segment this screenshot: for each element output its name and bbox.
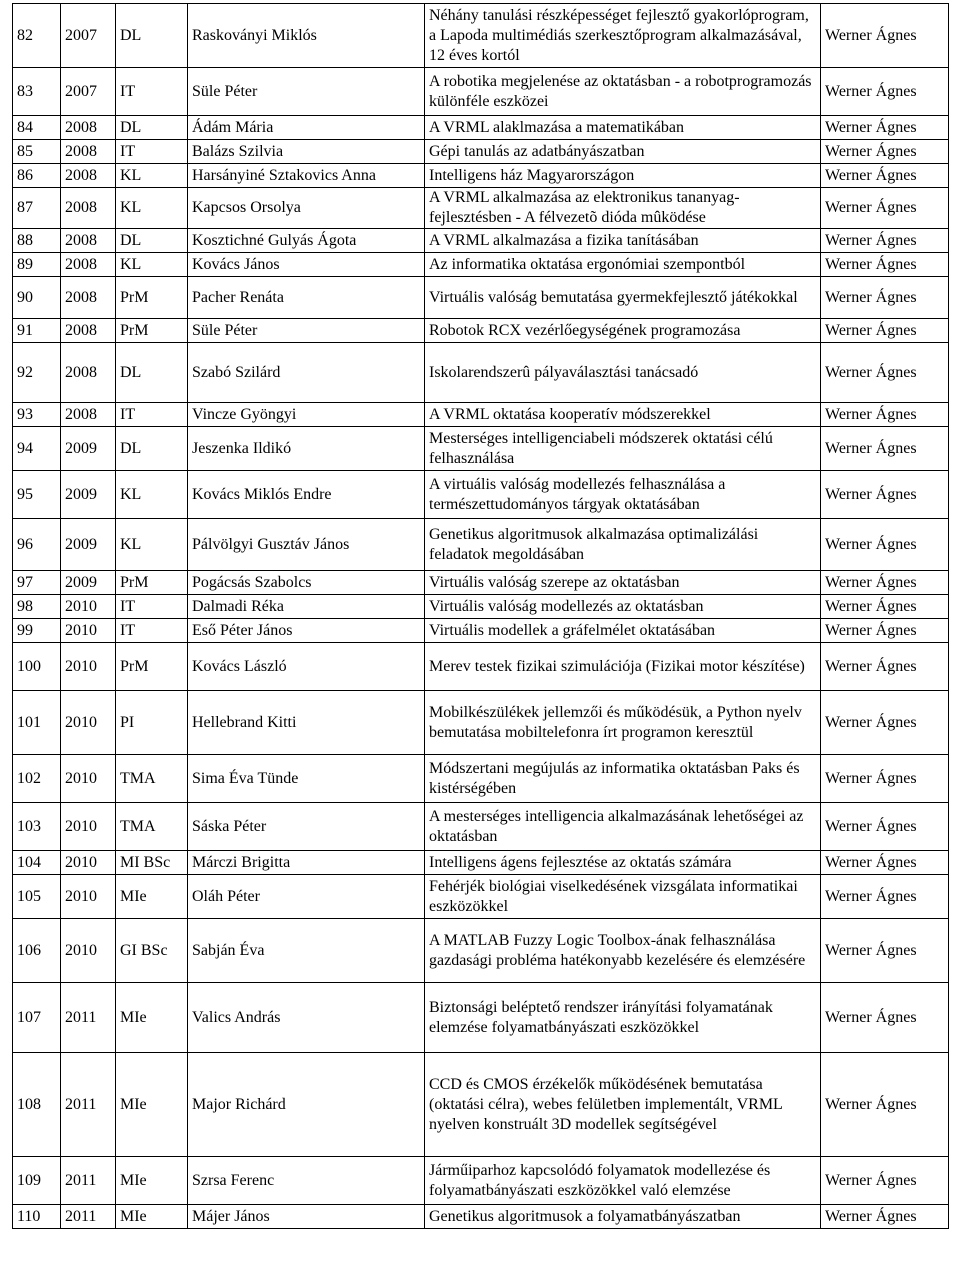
table-row [13, 519, 949, 571]
table-row [13, 1157, 949, 1205]
supervisor-cell: Werner Ágnes [821, 1157, 949, 1205]
row-number-cell: 110 [13, 1205, 61, 1229]
program-type-cell: KL [116, 188, 188, 229]
year-cell: 2008 [61, 403, 116, 427]
row-number-cell: 91 [13, 319, 61, 343]
student-name-cell: Oláh Péter [188, 875, 425, 919]
year-cell: 2010 [61, 919, 116, 983]
row-number-cell: 101 [13, 691, 61, 755]
row-number-cell: 82 [13, 4, 61, 68]
student-name-cell: Kapcsos Orsolya [188, 188, 425, 229]
year-cell: 2008 [61, 253, 116, 277]
thesis-title-cell: Robotok RCX vezérlőegységének programozása [425, 319, 821, 343]
row-number-cell: 86 [13, 164, 61, 188]
year-cell: 2010 [61, 803, 116, 851]
table-row [13, 319, 949, 343]
thesis-title-cell: Az informatika oktatása ergonómiai szempontból [425, 253, 821, 277]
table-row [13, 277, 949, 319]
table-row [13, 875, 949, 919]
row-number-cell: 100 [13, 643, 61, 691]
thesis-title-cell: A robotika megjelenése az oktatásban - a robotprogramozás különféle eszközei [425, 68, 821, 116]
program-type-cell: IT [116, 595, 188, 619]
thesis-title-cell: Virtuális valóság modellezés az oktatásban [425, 595, 821, 619]
year-cell: 2010 [61, 619, 116, 643]
student-name-cell: Harsányiné Sztakovics Anna [188, 164, 425, 188]
program-type-cell: MIe [116, 1053, 188, 1157]
student-name-cell: Major Richárd [188, 1053, 425, 1157]
supervisor-cell: Werner Ágnes [821, 319, 949, 343]
thesis-title-cell: Néhány tanulási részképességet fejlesztő gyakorlóprogram, a Lapoda multimédiás szerkesztőprogram alkalmazásával, 12 éves kortól [425, 4, 821, 68]
thesis-title-cell: A MATLAB Fuzzy Logic Toolbox-ának felhasználása gazdasági probléma hatékonyabb kezelésére és elemzésére [425, 919, 821, 983]
student-name-cell: Sima Éva Tünde [188, 755, 425, 803]
program-type-cell: DL [116, 427, 188, 471]
supervisor-cell: Werner Ágnes [821, 1053, 949, 1157]
supervisor-cell: Werner Ágnes [821, 919, 949, 983]
row-number-cell: 83 [13, 68, 61, 116]
year-cell: 2009 [61, 471, 116, 519]
student-name-cell: Süle Péter [188, 319, 425, 343]
program-type-cell: PrM [116, 571, 188, 595]
program-type-cell: PrM [116, 319, 188, 343]
supervisor-cell: Werner Ágnes [821, 116, 949, 140]
student-name-cell: Kosztichné Gulyás Ágota [188, 229, 425, 253]
thesis-title-cell: Genetikus algoritmusok a folyamatbányászatban [425, 1205, 821, 1229]
supervisor-cell: Werner Ágnes [821, 471, 949, 519]
row-number-cell: 84 [13, 116, 61, 140]
table-row [13, 253, 949, 277]
table-row [13, 619, 949, 643]
student-name-cell: Ádám Mária [188, 116, 425, 140]
row-number-cell: 103 [13, 803, 61, 851]
table-row [13, 68, 949, 116]
thesis-title-cell: Mesterséges intelligenciabeli módszerek oktatási célú felhasználása [425, 427, 821, 471]
thesis-title-cell: Biztonsági beléptető rendszer irányítási folyamatának elemzése folyamatbányászati eszközökkel [425, 983, 821, 1053]
program-type-cell: KL [116, 471, 188, 519]
thesis-title-cell: A mesterséges intelligencia alkalmazásának lehetőségei az oktatásban [425, 803, 821, 851]
table-row [13, 188, 949, 229]
year-cell: 2011 [61, 1157, 116, 1205]
table-row [13, 919, 949, 983]
program-type-cell: IT [116, 619, 188, 643]
table-row [13, 1053, 949, 1157]
table-row [13, 427, 949, 471]
program-type-cell: IT [116, 68, 188, 116]
row-number-cell: 107 [13, 983, 61, 1053]
year-cell: 2010 [61, 755, 116, 803]
row-number-cell: 85 [13, 140, 61, 164]
supervisor-cell: Werner Ágnes [821, 595, 949, 619]
student-name-cell: Hellebrand Kitti [188, 691, 425, 755]
supervisor-cell: Werner Ágnes [821, 403, 949, 427]
row-number-cell: 88 [13, 229, 61, 253]
row-number-cell: 97 [13, 571, 61, 595]
row-number-cell: 99 [13, 619, 61, 643]
supervisor-cell: Werner Ágnes [821, 4, 949, 68]
program-type-cell: MIe [116, 1157, 188, 1205]
table-row [13, 691, 949, 755]
supervisor-cell: Werner Ágnes [821, 140, 949, 164]
table-row [13, 1205, 949, 1229]
thesis-title-cell: Intelligens ágens fejlesztése az oktatás számára [425, 851, 821, 875]
program-type-cell: TMA [116, 755, 188, 803]
row-number-cell: 92 [13, 343, 61, 403]
program-type-cell: PI [116, 691, 188, 755]
supervisor-cell: Werner Ágnes [821, 983, 949, 1053]
student-name-cell: Sáska Péter [188, 803, 425, 851]
year-cell: 2008 [61, 319, 116, 343]
student-name-cell: Süle Péter [188, 68, 425, 116]
year-cell: 2009 [61, 519, 116, 571]
supervisor-cell: Werner Ágnes [821, 343, 949, 403]
row-number-cell: 89 [13, 253, 61, 277]
table-row [13, 229, 949, 253]
student-name-cell: Szrsa Ferenc [188, 1157, 425, 1205]
table-row [13, 643, 949, 691]
supervisor-cell: Werner Ágnes [821, 643, 949, 691]
thesis-title-cell: Virtuális valóság szerepe az oktatásban [425, 571, 821, 595]
year-cell: 2008 [61, 140, 116, 164]
year-cell: 2011 [61, 1053, 116, 1157]
supervisor-cell: Werner Ágnes [821, 851, 949, 875]
year-cell: 2009 [61, 571, 116, 595]
student-name-cell: Jeszenka Ildikó [188, 427, 425, 471]
year-cell: 2009 [61, 427, 116, 471]
year-cell: 2008 [61, 188, 116, 229]
thesis-title-cell: A VRML oktatása kooperatív módszerekkel [425, 403, 821, 427]
year-cell: 2010 [61, 875, 116, 919]
year-cell: 2008 [61, 229, 116, 253]
supervisor-cell: Werner Ágnes [821, 188, 949, 229]
thesis-title-cell: Merev testek fizikai szimulációja (Fizikai motor készítése) [425, 643, 821, 691]
table-row [13, 755, 949, 803]
row-number-cell: 87 [13, 188, 61, 229]
year-cell: 2010 [61, 643, 116, 691]
student-name-cell: Márczi Brigitta [188, 851, 425, 875]
thesis-table-body [13, 4, 949, 1229]
thesis-title-cell: Virtuális modellek a gráfelmélet oktatásában [425, 619, 821, 643]
student-name-cell: Valics András [188, 983, 425, 1053]
program-type-cell: MI BSc [116, 851, 188, 875]
program-type-cell: DL [116, 4, 188, 68]
thesis-title-cell: Iskolarendszerû pályaválasztási tanácsadó [425, 343, 821, 403]
student-name-cell: Sabján Éva [188, 919, 425, 983]
table-row [13, 571, 949, 595]
program-type-cell: DL [116, 229, 188, 253]
student-name-cell: Raskoványi Miklós [188, 4, 425, 68]
thesis-title-cell: A VRML alkalmazása a fizika tanításában [425, 229, 821, 253]
row-number-cell: 106 [13, 919, 61, 983]
program-type-cell: KL [116, 519, 188, 571]
student-name-cell: Szabó Szilárd [188, 343, 425, 403]
program-type-cell: IT [116, 140, 188, 164]
program-type-cell: GI BSc [116, 919, 188, 983]
year-cell: 2010 [61, 595, 116, 619]
supervisor-cell: Werner Ágnes [821, 253, 949, 277]
table-row [13, 403, 949, 427]
supervisor-cell: Werner Ágnes [821, 619, 949, 643]
student-name-cell: Kovács László [188, 643, 425, 691]
table-row [13, 343, 949, 403]
year-cell: 2008 [61, 116, 116, 140]
table-row [13, 471, 949, 519]
supervisor-cell: Werner Ágnes [821, 875, 949, 919]
supervisor-cell: Werner Ágnes [821, 1205, 949, 1229]
row-number-cell: 90 [13, 277, 61, 319]
table-row [13, 164, 949, 188]
row-number-cell: 104 [13, 851, 61, 875]
student-name-cell: Balázs Szilvia [188, 140, 425, 164]
program-type-cell: KL [116, 164, 188, 188]
program-type-cell: MIe [116, 1205, 188, 1229]
thesis-title-cell: Intelligens ház Magyarországon [425, 164, 821, 188]
program-type-cell: TMA [116, 803, 188, 851]
program-type-cell: DL [116, 116, 188, 140]
year-cell: 2008 [61, 164, 116, 188]
supervisor-cell: Werner Ágnes [821, 571, 949, 595]
row-number-cell: 95 [13, 471, 61, 519]
thesis-title-cell: Járműiparhoz kapcsolódó folyamatok modellezése és folyamatbányászati eszközökkel való elemzése [425, 1157, 821, 1205]
row-number-cell: 102 [13, 755, 61, 803]
program-type-cell: MIe [116, 983, 188, 1053]
supervisor-cell: Werner Ágnes [821, 691, 949, 755]
year-cell: 2011 [61, 983, 116, 1053]
supervisor-cell: Werner Ágnes [821, 427, 949, 471]
thesis-title-cell: Genetikus algoritmusok alkalmazása optimalizálási feladatok megoldásában [425, 519, 821, 571]
thesis-title-cell: A VRML alaklmazása a matematikában [425, 116, 821, 140]
student-name-cell: Dalmadi Réka [188, 595, 425, 619]
row-number-cell: 105 [13, 875, 61, 919]
row-number-cell: 109 [13, 1157, 61, 1205]
year-cell: 2008 [61, 343, 116, 403]
supervisor-cell: Werner Ágnes [821, 229, 949, 253]
supervisor-cell: Werner Ágnes [821, 68, 949, 116]
thesis-title-cell: A VRML alkalmazása az elektronikus tananyag-fejlesztésben - A félvezetõ dióda mûködése [425, 188, 821, 229]
student-name-cell: Eső Péter János [188, 619, 425, 643]
row-number-cell: 93 [13, 403, 61, 427]
year-cell: 2008 [61, 277, 116, 319]
table-row [13, 595, 949, 619]
thesis-title-cell: Virtuális valóság bemutatása gyermekfejlesztő játékokkal [425, 277, 821, 319]
supervisor-cell: Werner Ágnes [821, 164, 949, 188]
student-name-cell: Kovács János [188, 253, 425, 277]
program-type-cell: DL [116, 343, 188, 403]
supervisor-cell: Werner Ágnes [821, 803, 949, 851]
year-cell: 2007 [61, 68, 116, 116]
row-number-cell: 108 [13, 1053, 61, 1157]
supervisor-cell: Werner Ágnes [821, 519, 949, 571]
thesis-table [12, 3, 949, 1229]
year-cell: 2010 [61, 851, 116, 875]
table-row [13, 803, 949, 851]
thesis-title-cell: Gépi tanulás az adatbányászatban [425, 140, 821, 164]
year-cell: 2010 [61, 691, 116, 755]
program-type-cell: PrM [116, 643, 188, 691]
table-row [13, 116, 949, 140]
thesis-title-cell: Mobilkészülékek jellemzői és működésük, a Python nyelv bemutatása mobiltelefonra írt programon keresztül [425, 691, 821, 755]
student-name-cell: Pacher Renáta [188, 277, 425, 319]
student-name-cell: Pálvölgyi Gusztáv János [188, 519, 425, 571]
program-type-cell: MIe [116, 875, 188, 919]
table-row [13, 851, 949, 875]
student-name-cell: Májer János [188, 1205, 425, 1229]
year-cell: 2007 [61, 4, 116, 68]
row-number-cell: 96 [13, 519, 61, 571]
row-number-cell: 98 [13, 595, 61, 619]
thesis-title-cell: Módszertani megújulás az informatika oktatásban Paks és kistérségében [425, 755, 821, 803]
program-type-cell: KL [116, 253, 188, 277]
table-row [13, 983, 949, 1053]
year-cell: 2011 [61, 1205, 116, 1229]
supervisor-cell: Werner Ágnes [821, 277, 949, 319]
student-name-cell: Kovács Miklós Endre [188, 471, 425, 519]
student-name-cell: Pogácsás Szabolcs [188, 571, 425, 595]
row-number-cell: 94 [13, 427, 61, 471]
table-row [13, 4, 949, 68]
supervisor-cell: Werner Ágnes [821, 755, 949, 803]
table-row [13, 140, 949, 164]
thesis-title-cell: CCD és CMOS érzékelők működésének bemutatása (oktatási célra), webes felületben implementált, VRML nyelven konstruált 3D modellek segítségével [425, 1053, 821, 1157]
student-name-cell: Vincze Gyöngyi [188, 403, 425, 427]
thesis-title-cell: A virtuális valóság modellezés felhasználása a természettudományos tárgyak oktatásában [425, 471, 821, 519]
program-type-cell: PrM [116, 277, 188, 319]
program-type-cell: IT [116, 403, 188, 427]
thesis-title-cell: Fehérjék biológiai viselkedésének vizsgálata informatikai eszközökkel [425, 875, 821, 919]
